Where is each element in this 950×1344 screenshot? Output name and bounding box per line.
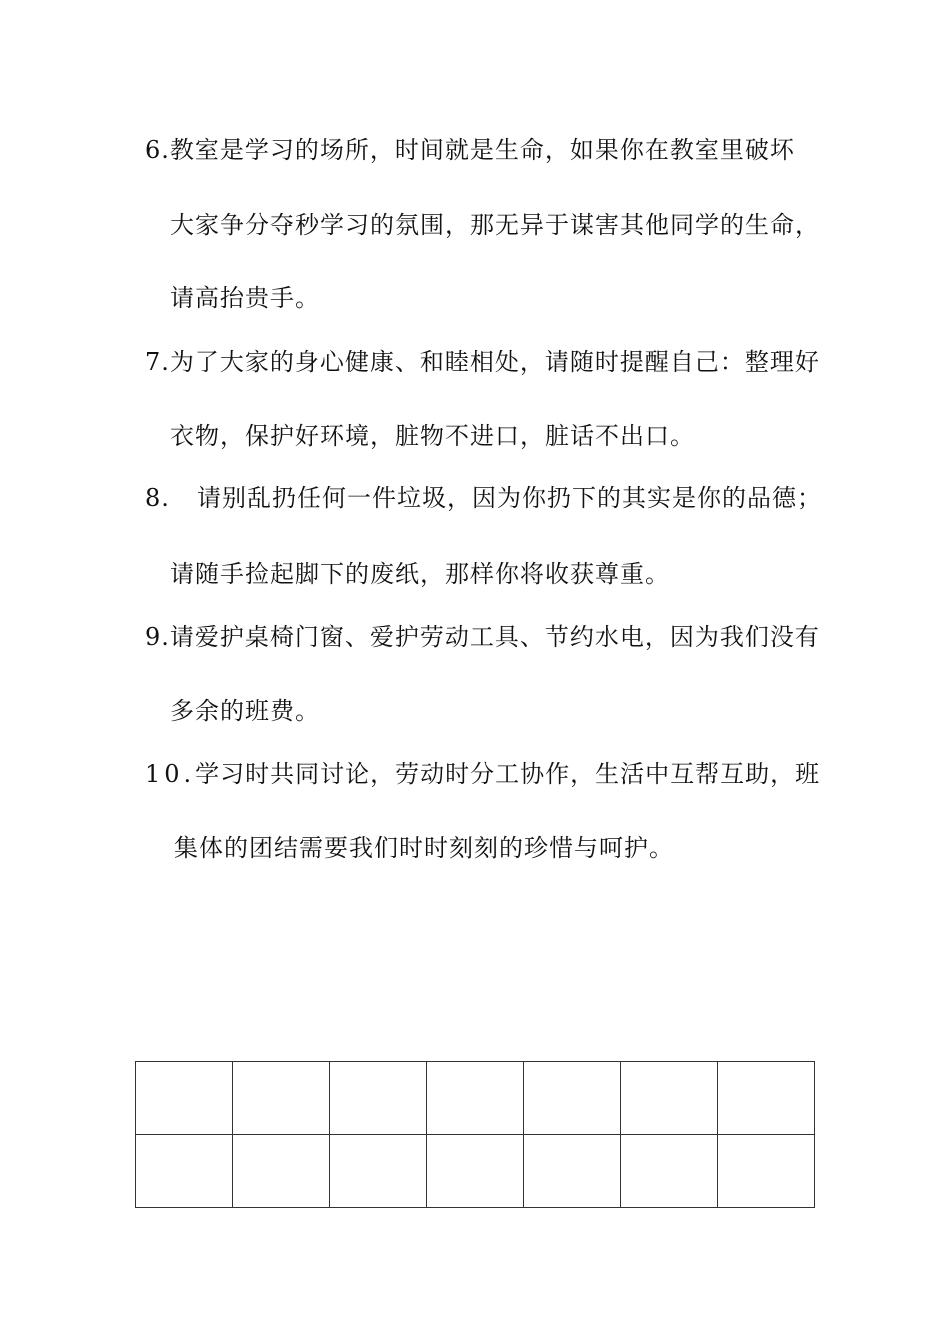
grid-cell (621, 1062, 718, 1135)
grid-row (136, 1062, 815, 1135)
grid-body (136, 1062, 815, 1208)
grid-cell (621, 1135, 718, 1208)
rule-6-line-3: 请高抬贵手。 (170, 284, 320, 312)
grid-cell (427, 1135, 524, 1208)
rule-9-line-2: 多余的班费。 (170, 697, 320, 725)
grid-cell (233, 1135, 330, 1208)
rule-10-text-1: 学习时共同讨论，劳动时分工协作，生活中互帮互助，班 (195, 760, 821, 788)
grid-cell (524, 1062, 621, 1135)
rule-6-line-2: 大家争分夺秒学习的氛围，那无异于谋害其他同学的生命， (170, 211, 820, 239)
rule-6-line-1 (145, 135, 795, 165)
empty-grid-table (135, 1061, 815, 1208)
rule-7-number: 7. (145, 348, 170, 376)
grid-cell (233, 1062, 330, 1135)
rule-6-number: 6. (145, 136, 170, 164)
grid-cell (136, 1062, 233, 1135)
grid-cell (427, 1062, 524, 1135)
grid-cell (718, 1135, 815, 1208)
rule-8-line-2: 请随手捡起脚下的废纸，那样你将收获尊重。 (170, 560, 670, 588)
rule-10-line-1 (145, 759, 820, 789)
grid-cell (136, 1135, 233, 1208)
rule-7-line-1 (145, 347, 820, 377)
grid-cell (330, 1135, 427, 1208)
rule-7-text-1: 为了大家的身心健康、和睦相处，请随时提醒自己：整理好 (169, 348, 820, 376)
rule-9-number: 9. (145, 623, 170, 651)
grid-cell (330, 1062, 427, 1135)
rule-10-number: 10. (145, 760, 196, 788)
rule-8-number: 8. (145, 484, 170, 512)
grid-row (136, 1135, 815, 1208)
rule-7-line-2: 衣物，保护好环境，脏物不进口，脏话不出口。 (170, 422, 695, 450)
rule-8-text-1: 请别乱扔任何一件垃圾，因为你扔下的其实是你的品德； (197, 484, 822, 512)
grid-cell (718, 1062, 815, 1135)
rule-6-text-1: 教室是学习的场所，时间就是生命，如果你在教室里破坏 (169, 136, 795, 164)
rule-8-line-1 (145, 483, 822, 513)
rule-10-line-2: 集体的团结需要我们时时刻刻的珍惜与呵护。 (174, 834, 674, 862)
rule-9-line-1 (145, 622, 820, 652)
grid-cell (524, 1135, 621, 1208)
rule-9-text-1: 请爱护桌椅门窗、爱护劳动工具、节约水电，因为我们没有 (169, 623, 820, 651)
